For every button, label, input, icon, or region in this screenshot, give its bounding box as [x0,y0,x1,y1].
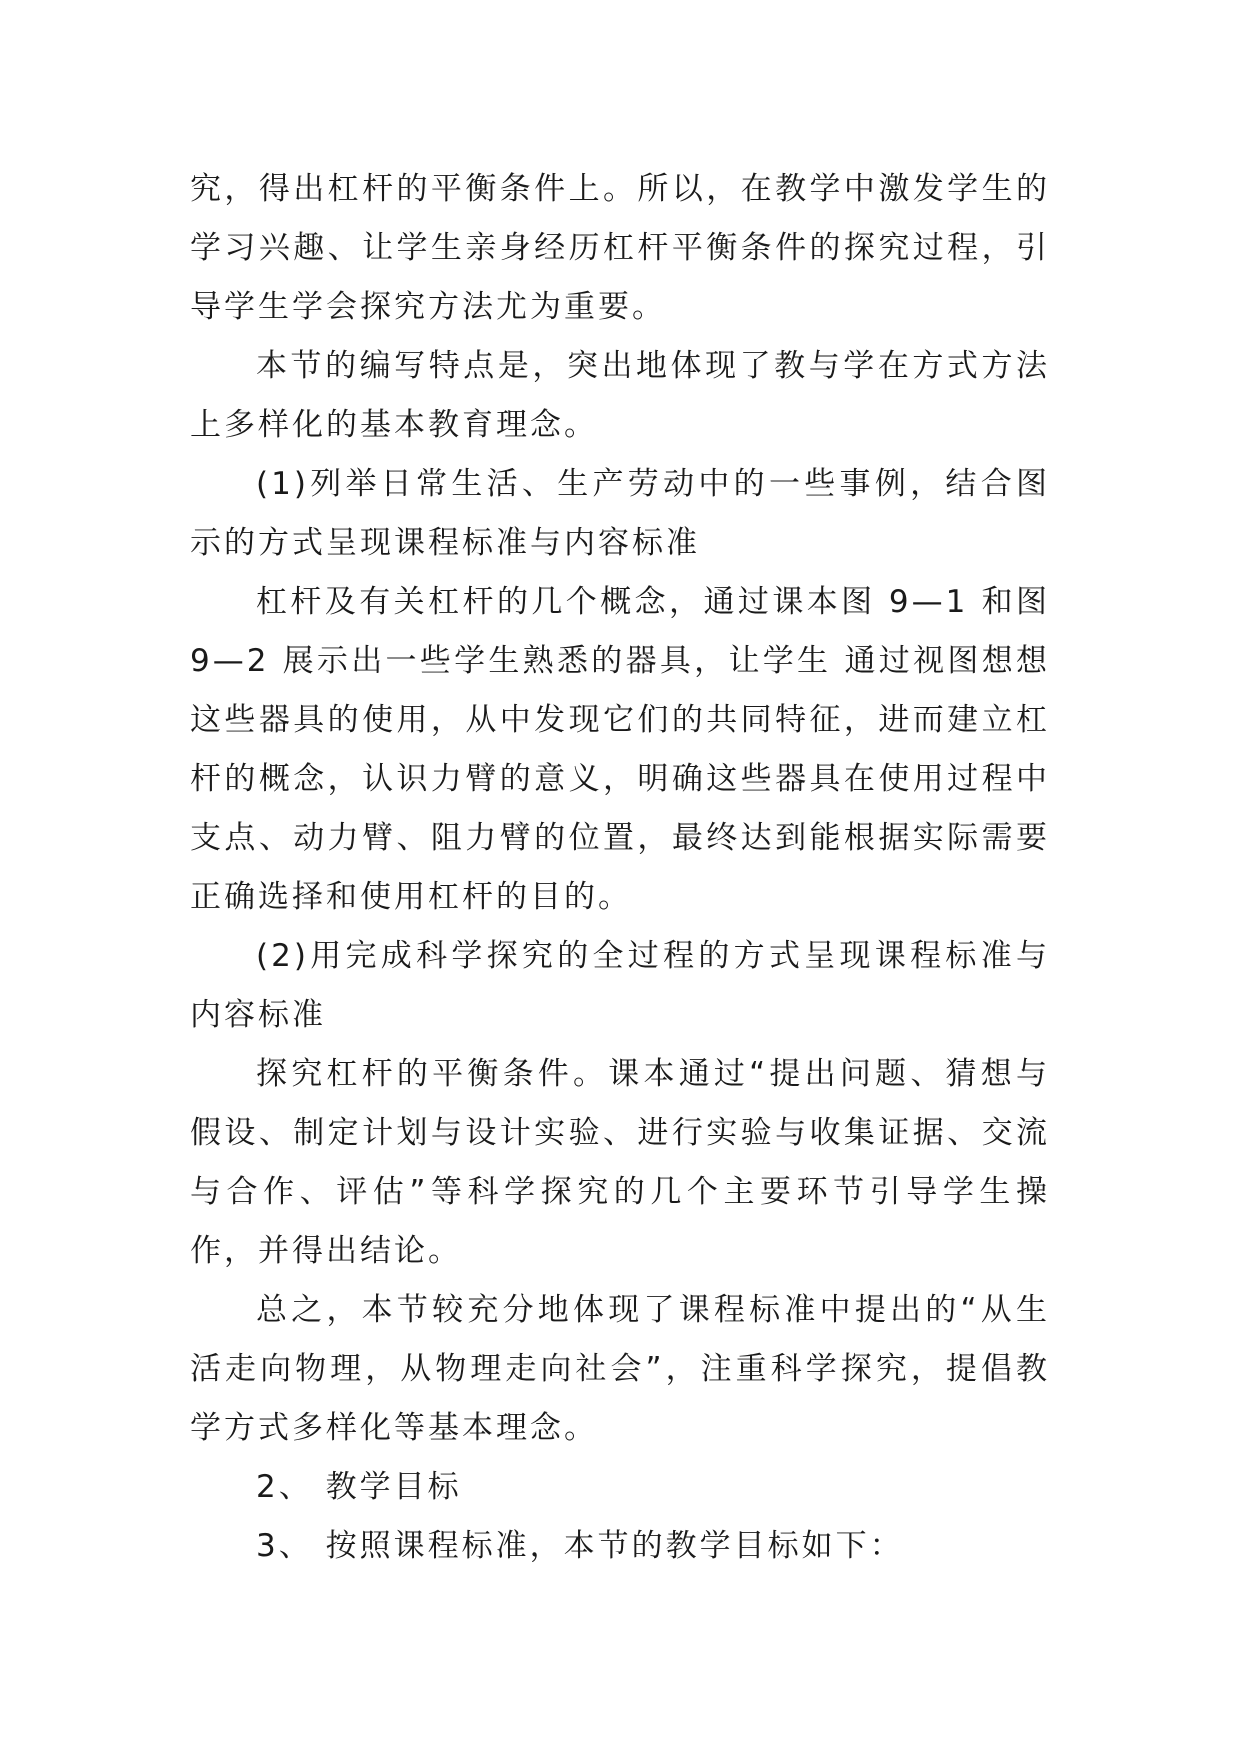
paragraph-inquiry: 探究杠杆的平衡条件。课本通过“提出问题、猜想与假设、制定计划与设计实验、进行实验与收集证据、交流与合作、评估”等科学探究的几个主要环节引导学生操作，并得出结论。 [190,1056,1050,1269]
paragraph-point-2-heading: (2)用完成科学探究的全过程的方式呈现课程标准与内容标准 [190,938,1050,1033]
paragraph-summary: 总之，本节较充分地体现了课程标准中提出的“从生活走向物理，从物理走向社会”，注重科学探究，提倡教学方式多样化等基本理念。 [190,1292,1050,1446]
paragraph-writing-features: 本节的编写特点是，突出地体现了教与学在方式方法上多样化的基本教育理念。 [190,348,1050,443]
list-item-goals-intro: 3、 按照课程标准，本节的教学目标如下： [256,1528,904,1564]
document-page [190,160,1050,1576]
paragraph-lever-concepts: 杠杆及有关杠杆的几个概念，通过课本图 9—1 和图 9—2 展示出一些学生熟悉的器具，让学生 通过视图想想这些器具的使用，从中发现它们的共同特征，进而建立杠杆的概念，认识力臂的意义，明确这些器具在使用过程中支点、动力臂、阻力臂的位置，最终达到能根据实际需要正确选择和使用杠杆的目的。 [190,584,1050,915]
list-item-teaching-goals: 2、 教学目标 [256,1469,462,1505]
paragraph-point-1-heading: (1)列举日常生活、生产劳动中的一些事例，结合图示的方式呈现课程标准与内容标准 [190,466,1050,561]
paragraph-continuation: 究，得出杠杆的平衡条件上。所以，在教学中激发学生的学习兴趣、让学生亲身经历杠杆平衡条件的探究过程，引导学生学会探究方法尤为重要。 [190,171,1050,325]
